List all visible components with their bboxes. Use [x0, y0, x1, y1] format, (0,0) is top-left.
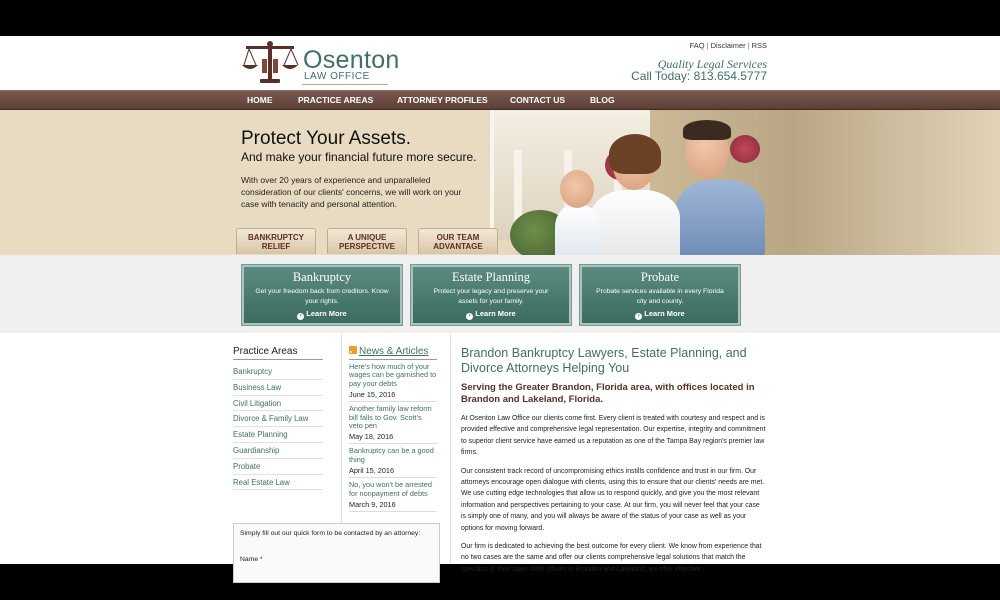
nav-home[interactable]: HOME	[247, 95, 273, 105]
feature-title: Probate	[640, 270, 680, 284]
practice-area-probate[interactable]: Probate	[233, 459, 323, 475]
top-links	[690, 41, 767, 50]
news-date: May 18, 2016	[349, 432, 394, 442]
separator: |	[747, 41, 750, 50]
arrow-circle-icon: ›	[297, 313, 304, 320]
family-photo	[480, 110, 1000, 255]
site-header	[0, 36, 1000, 90]
news-date: April 15, 2016	[349, 466, 395, 476]
news-sidebar	[349, 346, 437, 512]
main-content	[461, 346, 766, 575]
button-line: OUR TEAM	[436, 233, 480, 242]
news-date: March 9, 2016	[349, 500, 396, 510]
practice-area-estate-planning[interactable]: Estate Planning	[233, 427, 323, 443]
feature-description: Get your freedom back from creditors. Know your rights.	[255, 288, 389, 305]
content-paragraph: Our firm is dedicated to achieving the best outcome for every client. We know from experience that no two cases are the same and offer our clients comprehensive legal solutions that match the specifics of their case. With offices in Brandon and Lakeland, we offer effective	[461, 543, 762, 573]
main-heading: Brandon Bankruptcy Lawyers, Estate Planning, and Divorce Attorneys Helping You	[461, 346, 747, 375]
learn-more-link[interactable]	[413, 309, 569, 320]
separator: |	[706, 41, 709, 50]
feature-band	[0, 255, 1000, 333]
practice-area-guardianship[interactable]: Guardianship	[233, 443, 323, 459]
practice-area-real-estate[interactable]: Real Estate Law	[233, 475, 323, 491]
tagline: Quality Legal Services	[657, 57, 767, 71]
rss-link[interactable]: RSS	[751, 41, 767, 50]
feature-probate[interactable]	[580, 265, 740, 325]
disclaimer-link[interactable]: Disclaimer	[710, 41, 746, 50]
name-field-label: Name *	[240, 556, 263, 563]
feature-title: Bankruptcy	[292, 270, 352, 284]
practice-areas-sidebar	[233, 346, 323, 490]
practice-area-business-law[interactable]: Business Law	[233, 380, 323, 396]
nav-attorney-profiles[interactable]: ATTORNEY PROFILES	[397, 95, 488, 105]
nav-blog[interactable]: BLOG	[590, 95, 615, 105]
logo-name: Osenton	[303, 46, 400, 74]
browser-viewport	[0, 36, 1000, 573]
practice-areas-list	[233, 364, 323, 490]
hero-body: With over 20 years of experience and unparalleled consideration of our clients' concerns, we will work on your case with tenacity and personal attention.	[241, 175, 462, 209]
content-paragraph: At Osenton Law Office our clients come first. Every client is treated with courtesy and respect and is provided effective and comprehensive legal representation. Our expertise, integrity and commitment to superior client service have earned us a reputation as one of the Tampa Bay region's premier law firms.	[461, 415, 766, 457]
form-intro: Simply fill out our quick form to be contacted by an attorney:	[240, 530, 421, 537]
hero-banner	[0, 110, 1000, 255]
news-item	[349, 444, 437, 478]
logo-underline	[302, 84, 388, 85]
man-hair	[683, 120, 731, 140]
main-subheading: Serving the Greater Brandon, Florida area, with offices located in Brandon and Lakeland, Florida.	[461, 382, 755, 405]
arrow-circle-icon: ›	[466, 313, 473, 320]
woman-hair	[609, 134, 661, 174]
learn-more-link[interactable]	[582, 309, 738, 320]
unique-perspective-button[interactable]	[327, 228, 407, 254]
arrow-circle-icon: ›	[635, 313, 642, 320]
practice-area-divorce-family[interactable]: Divorce & Family Law	[233, 411, 323, 427]
logo-subtitle: LAW OFFICE	[304, 71, 370, 82]
feature-bankruptcy[interactable]	[242, 265, 402, 325]
rss-icon	[349, 346, 357, 354]
bankruptcy-relief-button[interactable]	[236, 228, 316, 254]
practice-area-bankruptcy[interactable]: Bankruptcy	[233, 364, 323, 380]
learn-more-link[interactable]	[244, 309, 400, 320]
feature-description: Probate services available in every Florida city and county.	[596, 288, 724, 305]
news-title[interactable]	[349, 346, 437, 360]
button-line: BANKRUPTCY	[248, 233, 304, 242]
feature-title: Estate Planning	[451, 270, 531, 284]
content-paragraph: Our consistent track record of uncompromising ethics instills confidence and trust in our firm. Our attorneys encourage open dialogue with clients, using this to ensure that our clients' needs are met. We use cutting edge technologies that allow us to respond quickly, and give you the most relevant information and perspectives pertaining to your case. At our firm, you will never feel that your case is simply one of many, and you will always be aware of the status of your case as well as your options for moving forward.	[461, 467, 765, 532]
news-item	[349, 402, 437, 444]
contact-form	[233, 523, 440, 583]
news-title-label: News & Articles	[359, 346, 429, 357]
learn-more-label: Learn More	[475, 309, 516, 318]
button-line: RELIEF	[261, 242, 291, 251]
scales-of-justice-icon	[240, 39, 300, 87]
learn-more-label: Learn More	[644, 309, 685, 318]
baby-figure	[555, 205, 600, 260]
baby-head	[560, 170, 594, 208]
practice-areas-title: Practice Areas	[233, 346, 323, 360]
faq-link[interactable]: FAQ	[689, 41, 705, 50]
man-figure	[675, 180, 765, 260]
logo[interactable]	[240, 39, 400, 87]
news-link[interactable]: No, you won't be arrested for nonpayment of debts	[349, 480, 432, 498]
news-date: June 15, 2016	[349, 390, 396, 400]
nav-contact-us[interactable]: CONTACT US	[510, 95, 566, 105]
feature-description: Protect your legacy and preserve your assets for your family.	[433, 288, 549, 305]
main-nav	[0, 90, 1000, 110]
button-line: ADVANTAGE	[433, 242, 483, 251]
woman-figure	[590, 190, 680, 260]
news-item	[349, 360, 437, 402]
news-link[interactable]: Here's how much of your wages can be garnished to pay your debts	[349, 362, 437, 388]
practice-area-civil-litigation[interactable]: Civil Litigation	[233, 396, 323, 412]
button-line: PERSPECTIVE	[338, 242, 395, 251]
hero-subtitle: And make your financial future more secure.	[241, 150, 477, 164]
hero-title: Protect Your Assets.	[241, 128, 412, 149]
team-advantage-button[interactable]	[418, 228, 498, 254]
nav-practice-areas[interactable]: PRACTICE AREAS	[298, 95, 374, 105]
learn-more-label: Learn More	[306, 309, 347, 318]
news-link[interactable]: Another family law reform bill falls to Gov. Scott's veto pen	[349, 404, 432, 431]
flower-bush	[730, 135, 760, 163]
button-line: A UNIQUE	[347, 233, 387, 242]
news-link[interactable]: Bankruptcy can be a good thing	[349, 446, 434, 464]
news-item	[349, 478, 437, 512]
feature-estate-planning[interactable]	[411, 265, 571, 325]
column-divider	[450, 334, 451, 564]
phone-number[interactable]: Call Today: 813.654.5777	[631, 69, 767, 83]
